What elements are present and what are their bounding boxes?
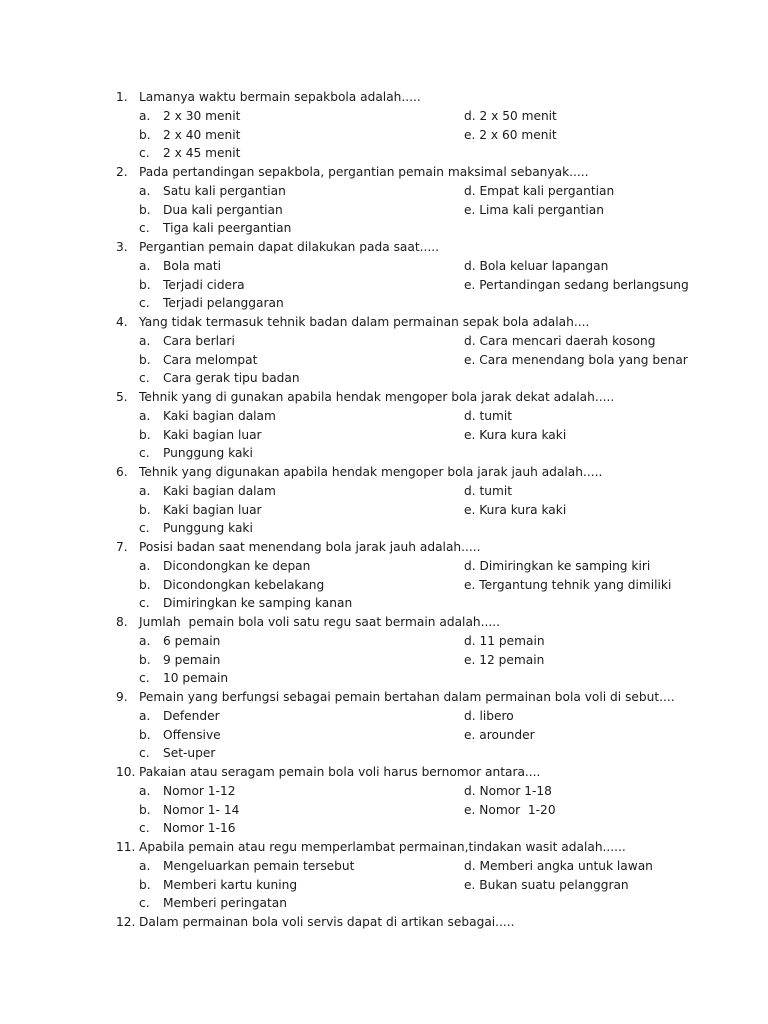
- option-a: Defender: [163, 708, 220, 723]
- option-c: Terjadi pelanggaran: [163, 296, 284, 311]
- option-b: 9 pemain: [163, 652, 221, 667]
- option-row: [0, 444, 768, 463]
- option-row: [0, 144, 768, 163]
- question-text: Tehnik yang di gunakan apabila hendak mengoper bola jarak dekat adalah.....: [139, 390, 615, 404]
- option-letter: b.: [139, 802, 151, 817]
- option-row: [0, 782, 768, 801]
- option-e: e. Tergantung tehnik yang dimiliki: [464, 577, 672, 592]
- option-b: Cara melompat: [163, 352, 258, 367]
- option-row: [0, 894, 768, 913]
- option-letter: b.: [139, 877, 151, 892]
- option-a: Bola mati: [163, 258, 222, 273]
- option-e: e. arounder: [464, 727, 535, 742]
- question-number: 3.: [116, 240, 128, 254]
- option-row: [0, 669, 768, 688]
- option-a: Nomor 1-12: [163, 783, 236, 798]
- question-text: Lamanya waktu bermain sepakbola adalah.....: [139, 90, 421, 104]
- option-row: [0, 482, 768, 501]
- option-c: Set-uper: [163, 746, 216, 761]
- option-e: e. Kura kura kaki: [464, 502, 567, 517]
- option-letter: a.: [139, 258, 151, 273]
- option-b: Kaki bagian luar: [163, 502, 262, 517]
- option-c: Punggung kaki: [163, 521, 253, 536]
- option-e: e. Lima kali pergantian: [464, 202, 604, 217]
- option-letter: a.: [139, 408, 151, 423]
- question-number: 9.: [116, 690, 128, 704]
- option-row: [0, 576, 768, 595]
- option-a: 2 x 30 menit: [163, 108, 241, 123]
- question-number: 8.: [116, 615, 128, 629]
- option-row: [0, 594, 768, 613]
- question-text: Tehnik yang digunakan apabila hendak mengoper bola jarak jauh adalah.....: [139, 465, 603, 479]
- question-text: Jumlah pemain bola voli satu regu saat bermain adalah.....: [139, 615, 501, 629]
- option-e: e. Cara menendang bola yang benar: [464, 352, 688, 367]
- option-a: 6 pemain: [163, 633, 221, 648]
- option-b: 2 x 40 menit: [163, 127, 241, 142]
- option-letter: b.: [139, 577, 151, 592]
- option-row: [0, 201, 768, 220]
- option-letter: c.: [139, 296, 150, 311]
- option-c: Cara gerak tipu badan: [163, 371, 300, 386]
- option-row: [0, 369, 768, 388]
- option-b: Kaki bagian luar: [163, 427, 262, 442]
- question-text: Pergantian pemain dapat dilakukan pada saat.....: [139, 240, 440, 254]
- option-a: Cara berlari: [163, 333, 235, 348]
- option-row: [0, 801, 768, 820]
- option-c: Punggung kaki: [163, 446, 253, 461]
- question-number: 1.: [116, 90, 128, 104]
- option-row: [0, 107, 768, 126]
- option-letter: a.: [139, 183, 151, 198]
- option-d: d. Empat kali pergantian: [464, 183, 615, 198]
- question-number: 2.: [116, 165, 128, 179]
- question-number: 6.: [116, 465, 128, 479]
- question-4: [0, 313, 768, 332]
- option-letter: b.: [139, 127, 151, 142]
- option-a: Kaki bagian dalam: [163, 483, 276, 498]
- option-letter: c.: [139, 596, 150, 611]
- question-number: 11.: [116, 840, 136, 854]
- option-row: [0, 294, 768, 313]
- question-7: [0, 538, 768, 557]
- question-3: [0, 238, 768, 257]
- option-letter: a.: [139, 633, 151, 648]
- question-text: Apabila pemain atau regu memperlambat permainan,tindakan wasit adalah......: [139, 840, 626, 854]
- option-letter: c.: [139, 896, 150, 911]
- option-b: Nomor 1- 14: [163, 802, 240, 817]
- option-row: [0, 744, 768, 763]
- option-row: [0, 332, 768, 351]
- option-row: [0, 726, 768, 745]
- option-letter: b.: [139, 352, 151, 367]
- question-text: Pakaian atau seragam pemain bola voli harus bernomor antara....: [139, 765, 541, 779]
- question-9: [0, 688, 768, 707]
- option-letter: c.: [139, 221, 150, 236]
- option-row: [0, 257, 768, 276]
- option-letter: b.: [139, 202, 151, 217]
- option-letter: c.: [139, 821, 150, 836]
- option-letter: a.: [139, 333, 151, 348]
- option-e: e. 2 x 60 menit: [464, 127, 557, 142]
- option-b: Dua kali pergantian: [163, 202, 283, 217]
- option-row: [0, 876, 768, 895]
- option-d: d. 2 x 50 menit: [464, 108, 557, 123]
- question-text: Posisi badan saat menendang bola jarak jauh adalah.....: [139, 540, 481, 554]
- option-letter: b.: [139, 502, 151, 517]
- option-letter: b.: [139, 427, 151, 442]
- question-number: 4.: [116, 315, 128, 329]
- question-number: 5.: [116, 390, 128, 404]
- option-d: d. Nomor 1-18: [464, 783, 552, 798]
- option-c: Dimiringkan ke samping kanan: [163, 596, 353, 611]
- option-c: Nomor 1-16: [163, 821, 236, 836]
- option-row: [0, 219, 768, 238]
- option-d: d. Cara mencari daerah kosong: [464, 333, 656, 348]
- option-e: e. Kura kura kaki: [464, 427, 567, 442]
- option-d: d. Bola keluar lapangan: [464, 258, 609, 273]
- option-letter: c.: [139, 521, 150, 536]
- option-a: Dicondongkan ke depan: [163, 558, 311, 573]
- option-letter: b.: [139, 727, 151, 742]
- question-10: [0, 763, 768, 782]
- option-letter: c.: [139, 746, 150, 761]
- option-letter: b.: [139, 277, 151, 292]
- option-e: e. Nomor 1-20: [464, 802, 556, 817]
- option-letter: a.: [139, 483, 151, 498]
- question-number: 12.: [116, 915, 136, 929]
- option-d: d. tumit: [464, 408, 513, 423]
- option-row: [0, 651, 768, 670]
- option-c: 2 x 45 menit: [163, 146, 241, 161]
- option-row: [0, 501, 768, 520]
- question-sheet: [0, 88, 768, 932]
- option-row: [0, 126, 768, 145]
- option-c: 10 pemain: [163, 671, 229, 686]
- option-letter: c.: [139, 446, 150, 461]
- option-row: [0, 407, 768, 426]
- option-letter: b.: [139, 652, 151, 667]
- question-text: Yang tidak termasuk tehnik badan dalam permainan sepak bola adalah....: [139, 315, 590, 329]
- option-d: d. libero: [464, 708, 514, 723]
- question-8: [0, 613, 768, 632]
- question-2: [0, 163, 768, 182]
- option-a: Satu kali pergantian: [163, 183, 286, 198]
- option-row: [0, 519, 768, 538]
- option-b: Terjadi cidera: [163, 277, 245, 292]
- question-text: Pada pertandingan sepakbola, pergantian pemain maksimal sebanyak.....: [139, 165, 589, 179]
- option-letter: c.: [139, 146, 150, 161]
- option-b: Memberi kartu kuning: [163, 877, 298, 892]
- option-row: [0, 426, 768, 445]
- option-letter: c.: [139, 671, 150, 686]
- option-row: [0, 182, 768, 201]
- option-b: Dicondongkan kebelakang: [163, 577, 325, 592]
- option-d: d. Memberi angka untuk lawan: [464, 858, 653, 873]
- option-c: Memberi peringatan: [163, 896, 287, 911]
- question-number: 10.: [116, 765, 136, 779]
- question-number: 7.: [116, 540, 128, 554]
- option-e: e. Pertandingan sedang berlangsung: [464, 277, 689, 292]
- option-row: [0, 819, 768, 838]
- question-12: [0, 913, 768, 932]
- option-letter: a.: [139, 783, 151, 798]
- option-row: [0, 857, 768, 876]
- option-a: Kaki bagian dalam: [163, 408, 276, 423]
- option-row: [0, 276, 768, 295]
- option-letter: a.: [139, 708, 151, 723]
- option-row: [0, 707, 768, 726]
- option-letter: a.: [139, 108, 151, 123]
- option-row: [0, 557, 768, 576]
- option-d: d. 11 pemain: [464, 633, 545, 648]
- option-d: d. tumit: [464, 483, 513, 498]
- option-row: [0, 632, 768, 651]
- question-text: Dalam permainan bola voli servis dapat di artikan sebagai.....: [139, 915, 515, 929]
- option-letter: a.: [139, 858, 151, 873]
- option-letter: c.: [139, 371, 150, 386]
- option-d: d. Dimiringkan ke samping kiri: [464, 558, 651, 573]
- option-c: Tiga kali peergantian: [163, 221, 292, 236]
- question-11: [0, 838, 768, 857]
- option-letter: a.: [139, 558, 151, 573]
- question-1: [0, 88, 768, 107]
- option-e: e. Bukan suatu pelanggran: [464, 877, 629, 892]
- option-a: Mengeluarkan pemain tersebut: [163, 858, 355, 873]
- question-6: [0, 463, 768, 482]
- option-row: [0, 351, 768, 370]
- question-text: Pemain yang berfungsi sebagai pemain bertahan dalam permainan bola voli di sebut....: [139, 690, 675, 704]
- question-5: [0, 388, 768, 407]
- option-b: Offensive: [163, 727, 221, 742]
- option-e: e. 12 pemain: [464, 652, 545, 667]
